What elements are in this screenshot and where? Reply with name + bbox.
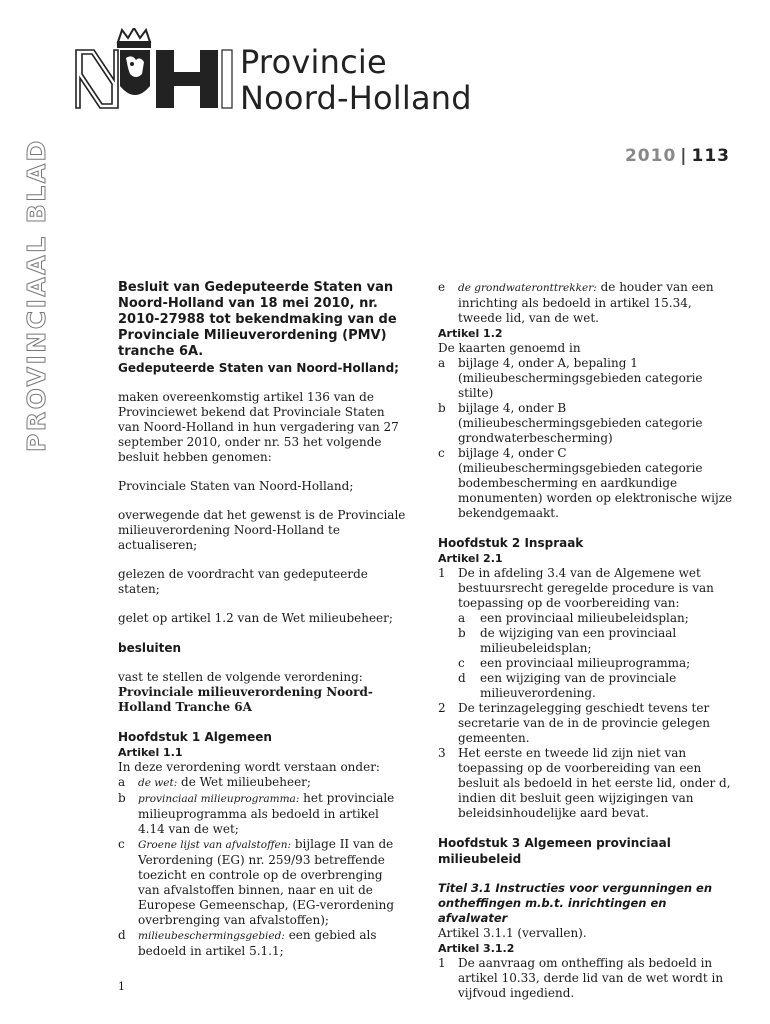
sub-list-item: d een wijziging van de provinciale milieuverordening. [458,671,677,700]
crown-icon [118,28,150,47]
lion-shield-icon [120,50,150,95]
issue-year: 2010 [624,146,677,166]
title-3-1-heading: Titel 3.1 Instructies voor vergunningen en ontheffingen m.b.t. inrichtingen en afvalwater [438,881,713,925]
document-title: Besluit van Gedeputeerde Staten van Noord-Holland van 18 mei 2010, nr. 2010-27988 tot bekendmaking van de Provinciale Milieuverordening (PMV) tranche 6A. [118,280,397,359]
article-3-1-2-heading: Artikel 3.1.2 [438,942,515,955]
list-item: 3 Het eerste en tweede lid zijn niet van toepassing op de voorbereiding van een besluit als bedoeld in het eerste lid, onder d, indien dit besluit geen wijzigingen van beleidsinhoudelijke aard bevat. [438,746,731,820]
list-item: c bijlage 4, onder C (milieubeschermingsgebieden categorie bodembescherming en aardkundige monumenten) worden op elektronische wijze bekendgemaakt. [438,446,733,520]
issue-id [625,146,730,166]
gs-heading: Gedeputeerde Staten van Noord-Holland; [118,361,399,375]
sub-list-item: a een provinciaal milieubeleidsplan; [458,611,689,625]
definition-item: e de grondwateronttrekker: de houder van een inrichting als bedoeld in artikel 15.34, tweede lid, van de wet. [438,280,714,325]
brand-name [240,44,472,116]
intro-paragraph: maken overeenkomstig artikel 136 van de Provinciewet bekend dat Provinciale Staten van Noord-Holland in hun vergadering van 27 september 2010, onder nr. 53 het volgende besluit hebben genomen: [118,390,399,464]
gelet-paragraph: gelet op artikel 1.2 van de Wet milieubeheer; [118,611,393,625]
article-1-1-heading: Artikel 1.1 [118,746,183,759]
definition-item: a de wet: de Wet milieubeheer; [118,775,311,789]
article-2-1-heading: Artikel 2.1 [438,552,503,565]
sub-list-item: c een provinciaal milieuprogramma; [458,656,691,670]
list-item: 2 De terinzagelegging geschiedt tevens ter secretarie van de in de provincie gelegen gemeenten. [438,701,711,745]
definition-item: b provinciaal milieuprogramma: het provinciale milieuprogramma als bedoeld in artikel 4.14 van de wet; [118,791,395,836]
article-1-2-intro: De kaarten genoemd in [438,341,581,355]
issue-number: 113 [691,146,730,166]
province-logo [74,28,234,112]
definition-item: c Groene lijst van afvalstoffen: bijlage II van de Verordening (EG) nr. 259/93 betreffende toezicht en controle op de overbrenging van afvalstoffen binnen, naar en uit de Europese Gemeenschap, (EG-verordening overbrenging van afvalstoffen); [118,837,395,927]
page-number: 1 [118,980,125,993]
verordening-name: Provinciale milieuverordening Noord-Holland Tranche 6A [118,685,373,714]
sidebar-label: PROVINCIAAL BLAD [22,138,51,452]
list-item: 1 De in afdeling 3.4 van de Algemene wet bestuursrecht geregelde procedure is van toepassing op de voorbereiding van: [438,566,714,610]
list-item: a bijlage 4, onder A, bepaling 1 (milieubeschermingsgebieden categorie stilte) [438,356,703,400]
article-1-1-intro: In deze verordening wordt verstaan onder: [118,760,380,774]
besluiten-heading: besluiten [118,641,182,655]
chapter-2-heading: Hoofdstuk 2 Inspraak [438,536,584,550]
list-item: 1 De aanvraag om ontheffing als bedoeld in artikel 10.33, derde lid van de wet wordt in vijfvoud ingediend. [438,956,724,1000]
chapter-3-heading: Hoofdstuk 3 Algemeen provinciaal milieubeleid [438,836,671,866]
sub-list-item: b de wijziging van een provinciaal milieubeleidsplan; [458,626,677,655]
brand-line-1: Provincie [240,43,387,81]
left-column [118,280,408,959]
ps-paragraph: Provinciale Staten van Noord-Holland; [118,479,354,493]
article-3-1-1: Artikel 3.1.1 (vervallen). [438,926,587,940]
gelezen-paragraph: gelezen de voordracht van gedeputeerde staten; [118,567,368,596]
vast-paragraph: vast te stellen de volgende verordening: [118,670,363,684]
issue-separator: | [680,146,688,166]
right-column [438,280,738,1001]
definition-item: d milieubeschermingsgebied: een gebied als bedoeld in artikel 5.1.1; [118,928,377,958]
chapter-1-heading: Hoofdstuk 1 Algemeen [118,730,272,744]
list-item: b bijlage 4, onder B (milieubeschermingsgebieden categorie grondwaterbescherming) [438,401,703,445]
brand-line-2: Noord-Holland [240,79,472,117]
article-1-2-heading: Artikel 1.2 [438,327,503,340]
overwegende-paragraph: overwegende dat het gewenst is de Provinciale milieuverordening Noord-Holland te actualiseren; [118,508,406,552]
